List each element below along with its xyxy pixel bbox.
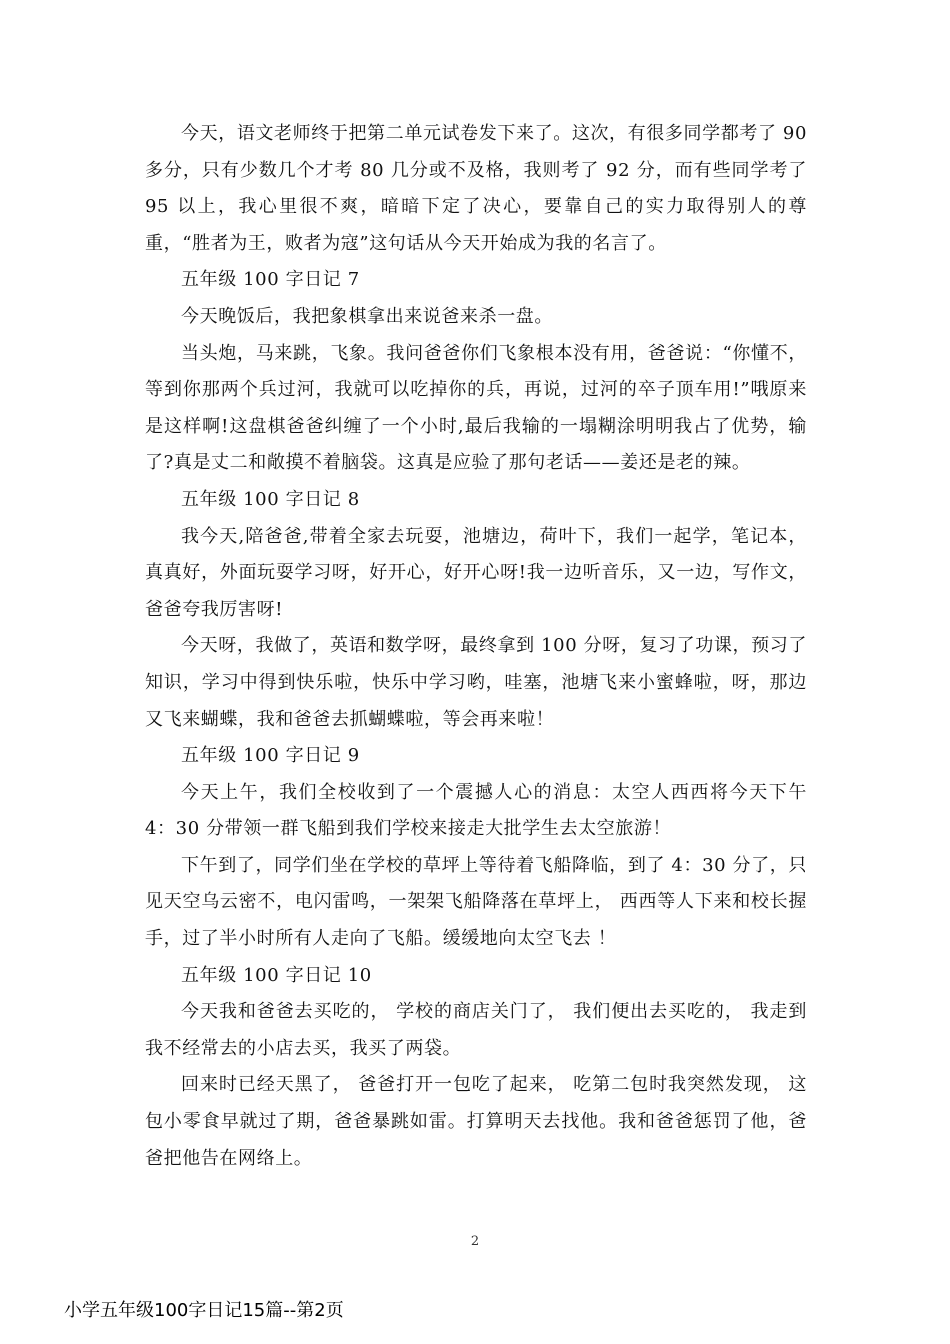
diary-heading-10: 五年级 100 字日记 10 <box>181 964 372 986</box>
paragraph-6: 今天上午，我们全校收到了一个震撼人心的消息：太空人西西将今天下午 4：30 分带领一群飞船到我们学校来接走大批学生去太空旅游！ <box>145 781 807 840</box>
diary-heading-9: 五年级 100 字日记 9 <box>181 745 360 767</box>
paragraph-4: 我今天,陪爸爸,带着全家去玩耍，池塘边，荷叶下，我们一起学，笔记本，真真好，外面玩耍学习呀，好开心，好开心呀!我一边听音乐，又一边，写作文，爸爸夸我厉害呀! <box>145 525 807 620</box>
paragraph-9: 回来时已经天黑了， 爸爸打开一包吃了起来， 吃第二包时我突然发现， 这包小零食早就过了期，爸爸暴跳如雷。打算明天去找他。我和爸爸惩罚了他，爸爸把他告在网络上。 <box>145 1074 807 1169</box>
diary-heading-7: 五年级 100 字日记 7 <box>181 269 360 291</box>
paragraph-5: 今天呀，我做了，英语和数学呀，最终拿到 100 分呀，复习了功课，预习了知识，学习中得到快乐啦，快乐中学习哟，哇塞，池塘飞来小蜜蜂啦，呀，那边又飞来蝴蝶，我和爸爸去抓蝴蝶啦，等会再来啦！ <box>145 635 807 730</box>
paragraph-2: 今天晚饭后，我把象棋拿出来说爸来杀一盘。 <box>181 305 553 327</box>
document-body <box>145 116 807 1177</box>
paragraph-7: 下午到了，同学们坐在学校的草坪上等待着飞船降临，到了 4：30 分了，只见天空乌云密不，电闪雷鸣，一架架飞船降落在草坪上， 西西等人下来和校长握手，过了半小时所有人走向了飞船。缓缓地向太空飞去 ！ <box>145 854 807 950</box>
paragraph-8: 今天我和爸爸去买吃的， 学校的商店关门了， 我们便出去买吃的， 我走到我不经常去的小店去买，我买了两袋。 <box>145 1001 807 1059</box>
diary-heading-8: 五年级 100 字日记 8 <box>181 488 360 510</box>
footer-title: 小学五年级100字日记15篇--第2页 <box>64 1300 344 1321</box>
paragraph-3: 当头炮，马来跳，飞象。我问爸爸你们飞象根本没有用，爸爸说：“你懂不，等到你那两个兵过河，我就可以吃掉你的兵，再说，过河的卒子顶车用!”哦原来是这样啊!这盘棋爸爸纠缠了一个小时,最后我输的一塌糊涂明明我占了优势，输了?真是丈二和敞摸不着脑袋。这真是应验了那句老话——姜还是老的辣。 <box>145 342 807 474</box>
page-number: 2 <box>470 1234 480 1249</box>
paragraph-1: 今天，语文老师终于把第二单元试卷发下来了。这次，有很多同学都考了 90 多分，只有少数几个才考 80 几分或不及格，我则考了 92 分，而有些同学考了 95 以上，我心里很不爽，暗暗下定了决心，要靠自己的实力取得别人的尊重，“胜者为王，败者为寇”这句话从今天开始成为我的名言了。 <box>145 123 807 254</box>
